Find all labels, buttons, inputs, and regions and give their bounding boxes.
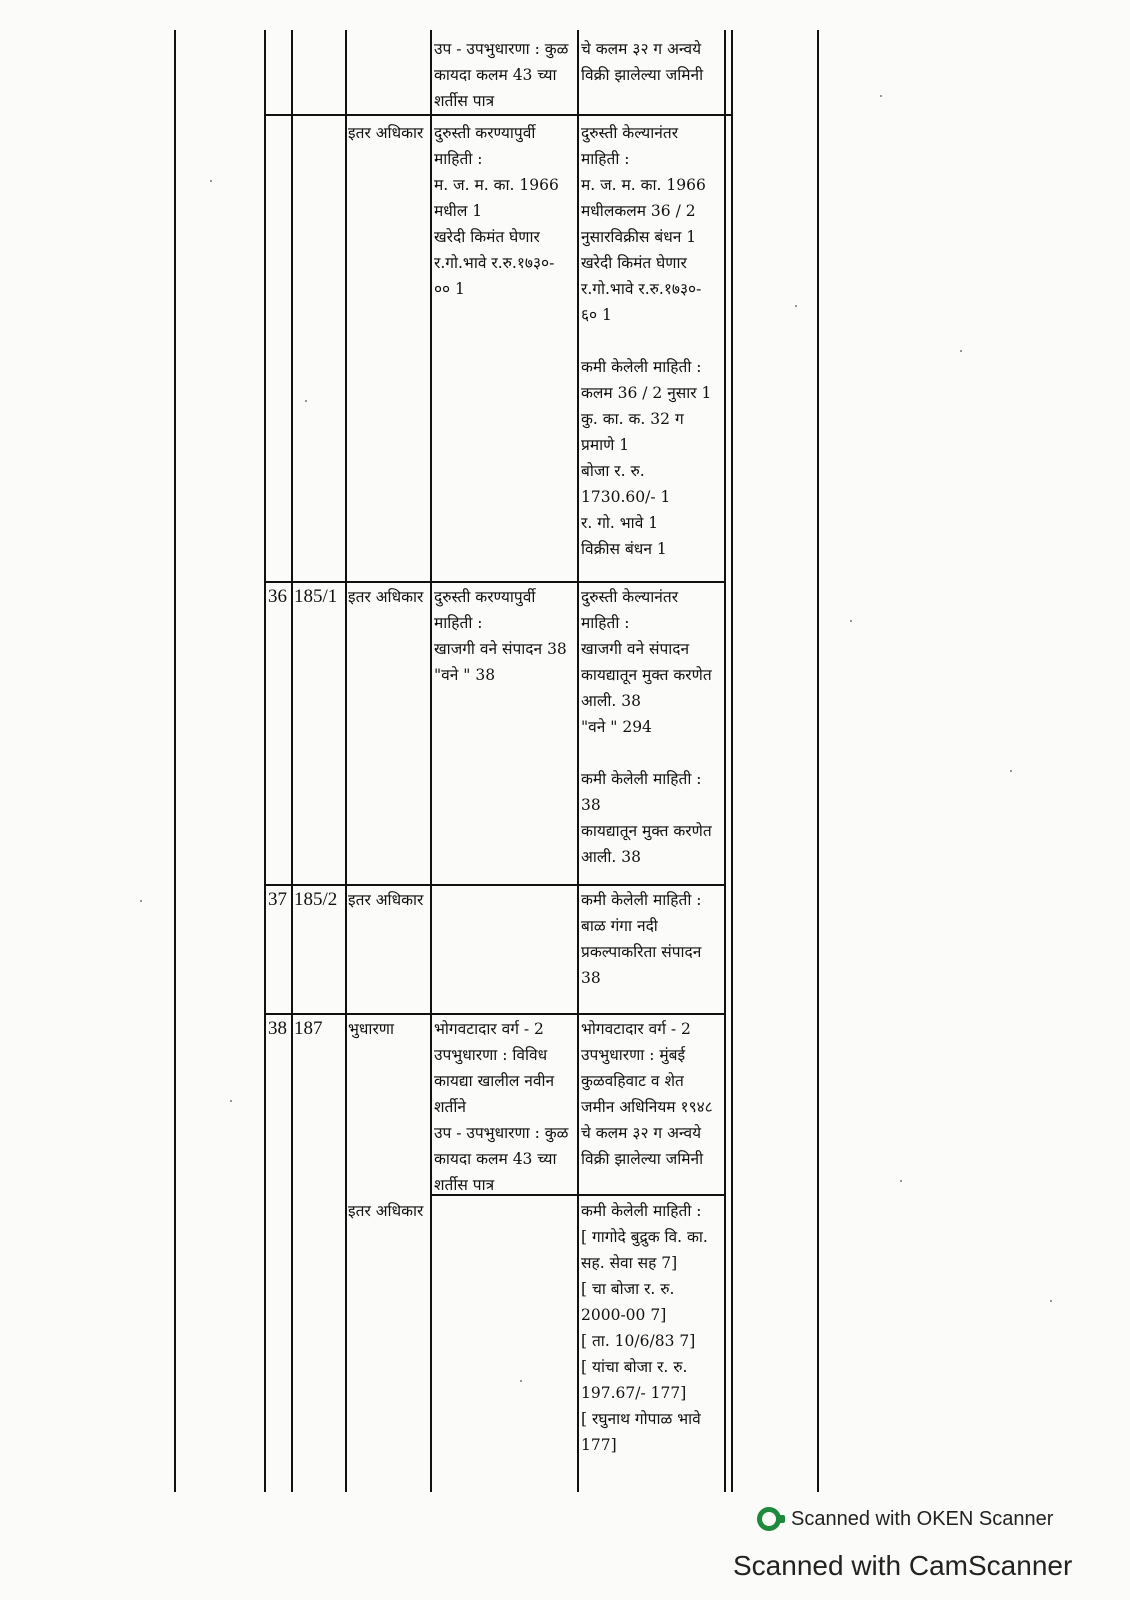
text-line: माहिती : <box>434 614 483 632</box>
text-line: र.गो.भावे र.रु.१७३०- <box>434 254 555 272</box>
row38b-col4 <box>348 1198 430 1224</box>
text-line: कमी केलेली माहिती : <box>581 891 702 909</box>
text-line: 1730.60/- 1 <box>581 488 671 506</box>
text-line: दुरुस्ती करण्यापुर्वी <box>434 124 536 142</box>
text-line: "वने " 38 <box>434 666 496 684</box>
column-border <box>264 30 266 1492</box>
text-line: दुरुस्ती केल्यानंतर <box>581 124 679 142</box>
row38-survey-no: 187 <box>294 1018 323 1039</box>
text-line: विक्रीस बंधन 1 <box>581 540 667 558</box>
text-line: [ रघुनाथ गोपाळ भावे <box>581 1410 701 1428</box>
row35b-col6 <box>581 120 723 562</box>
top-col6 <box>581 36 723 88</box>
oken-logo-icon <box>757 1507 781 1531</box>
row37-col6 <box>581 887 723 991</box>
text-line: ०० 1 <box>434 280 465 298</box>
text-line: कायदा कलम 43 च्या <box>434 1150 557 1168</box>
text-line: चे कलम ३२ ग अन्वये <box>581 40 702 58</box>
row-border <box>264 114 732 116</box>
text-line: कमी केलेली माहिती : <box>581 1202 702 1220</box>
text-line: प्रकल्पाकरिता संपादन <box>581 943 702 961</box>
column-border <box>724 30 726 1492</box>
column-border <box>817 30 819 1492</box>
row-border <box>264 884 726 886</box>
column-border <box>174 30 176 1492</box>
text-line: दुरुस्ती करण्यापुर्वी <box>434 588 536 606</box>
text-line: कायद्या खालील नवीन <box>434 1072 555 1090</box>
text-line: इतर अधिकार <box>348 124 424 142</box>
row38-col5 <box>434 1016 576 1198</box>
row37-col4 <box>348 887 430 913</box>
text-line: विक्री झालेल्या जमिनी <box>581 66 704 84</box>
text-line: कायद्यातून मुक्त करणेत <box>581 822 712 840</box>
text-line: म. ज. म. का. 1966 <box>581 176 706 194</box>
column-border <box>430 30 432 1492</box>
text-line: [ गागोदे बुद्रुक वि. का. <box>581 1228 708 1246</box>
text-line: उप - उपभुधारणा : कुळ <box>434 1124 569 1142</box>
text-line: कायदा कलम 43 च्या <box>434 66 557 84</box>
text-line: र. गो. भावे 1 <box>581 514 659 532</box>
text-line: बोजा र. रु. <box>581 462 645 480</box>
text-line: आली. 38 <box>581 692 641 710</box>
text-line: शर्तीस पात्र <box>434 1176 495 1194</box>
text-line: मधील 1 <box>434 202 483 220</box>
text-line: [ चा बोजा र. रु. <box>581 1280 675 1298</box>
text-line: [ यांचा बोजा र. रु. <box>581 1358 688 1376</box>
row36-col5 <box>434 584 576 688</box>
row35b-col5 <box>434 120 576 302</box>
row38-serial: 38 <box>268 1018 287 1039</box>
text-line: [ ता. 10/6/83 7] <box>581 1332 696 1350</box>
row36-col4 <box>348 584 430 610</box>
text-line: 2000-00 7] <box>581 1306 667 1324</box>
column-border <box>731 30 733 1492</box>
text-line: कमी केलेली माहिती : <box>581 358 702 376</box>
text-line: 38 <box>581 969 601 987</box>
text-line: चे कलम ३२ ग अन्वये <box>581 1124 702 1142</box>
text-line: माहिती : <box>581 150 630 168</box>
text-line: 38 <box>581 796 601 814</box>
text-line: म. ज. म. का. 1966 <box>434 176 559 194</box>
text-line: कमी केलेली माहिती : <box>581 770 702 788</box>
row-border <box>264 1013 726 1015</box>
oken-scanner-watermark <box>757 1507 1053 1531</box>
oken-watermark-text: Scanned with OKEN Scanner <box>791 1507 1054 1530</box>
text-line: शर्तीने <box>434 1098 466 1116</box>
text-line: खरेदी किमंत घेणार <box>434 228 540 246</box>
text-line: ६० 1 <box>581 306 612 324</box>
text-line: इतर अधिकार <box>348 891 424 909</box>
text-line: इतर अधिकार <box>348 588 424 606</box>
text-line: उपभुधारणा : मुंबई <box>581 1046 686 1064</box>
text-line: "वने " 294 <box>581 718 652 736</box>
text-line: आली. 38 <box>581 848 641 866</box>
row-border <box>264 581 726 583</box>
text-line: माहिती : <box>581 614 630 632</box>
text-line: इतर अधिकार <box>348 1202 424 1220</box>
text-line: कायद्यातून मुक्त करणेत <box>581 666 712 684</box>
column-border <box>291 30 293 1492</box>
text-line: भुधारणा <box>348 1020 395 1038</box>
text-line: बाळ गंगा नदी <box>581 917 658 935</box>
column-border <box>577 30 579 1492</box>
row36-survey-no: 185/1 <box>294 586 338 607</box>
row36-serial: 36 <box>268 586 287 607</box>
text-line: माहिती : <box>434 150 483 168</box>
top-col5 <box>434 36 576 114</box>
row36-col6 <box>581 584 723 870</box>
row35b-col4 <box>348 120 430 146</box>
text-line: खाजगी वने संपादन <box>581 640 690 658</box>
text-line: शर्तीस पात्र <box>434 92 495 110</box>
text-line: नुसारविक्रीस बंधन 1 <box>581 228 697 246</box>
text-line: कु. का. क. 32 ग <box>581 410 684 428</box>
text-line: मधीलकलम 36 / 2 <box>581 202 696 220</box>
column-border <box>345 30 347 1492</box>
text-line: भोगवटादार वर्ग - 2 <box>581 1020 691 1038</box>
text-line: सह. सेवा सह 7] <box>581 1254 678 1272</box>
text-line: कुळवहिवाट व शेत <box>581 1072 684 1090</box>
row37-survey-no: 185/2 <box>294 889 338 910</box>
text-line: कलम 36 / 2 नुसार 1 <box>581 384 712 402</box>
text-line: उपभुधारणा : विविध <box>434 1046 548 1064</box>
text-line: जमीन अधिनियम १९४८ <box>581 1098 713 1116</box>
text-line: दुरुस्ती केल्यानंतर <box>581 588 679 606</box>
row38-col6 <box>581 1016 723 1172</box>
text-line: विक्री झालेल्या जमिनी <box>581 1150 704 1168</box>
row38b-col6 <box>581 1198 723 1458</box>
row37-serial: 37 <box>268 889 287 910</box>
text-line: प्रमाणे 1 <box>581 436 630 454</box>
text-line: 177] <box>581 1436 617 1454</box>
text-line: 197.67/- 177] <box>581 1384 687 1402</box>
text-line: उप - उपभुधारणा : कुळ <box>434 40 569 58</box>
text-line: खरेदी किमंत घेणार <box>581 254 687 272</box>
camscanner-watermark: Scanned with CamScanner <box>733 1550 1073 1581</box>
text-line: भोगवटादार वर्ग - 2 <box>434 1020 544 1038</box>
text-line: र.गो.भावे र.रु.१७३०- <box>581 280 702 298</box>
text-line: खाजगी वने संपादन 38 <box>434 640 567 658</box>
row38-col4 <box>348 1016 430 1042</box>
